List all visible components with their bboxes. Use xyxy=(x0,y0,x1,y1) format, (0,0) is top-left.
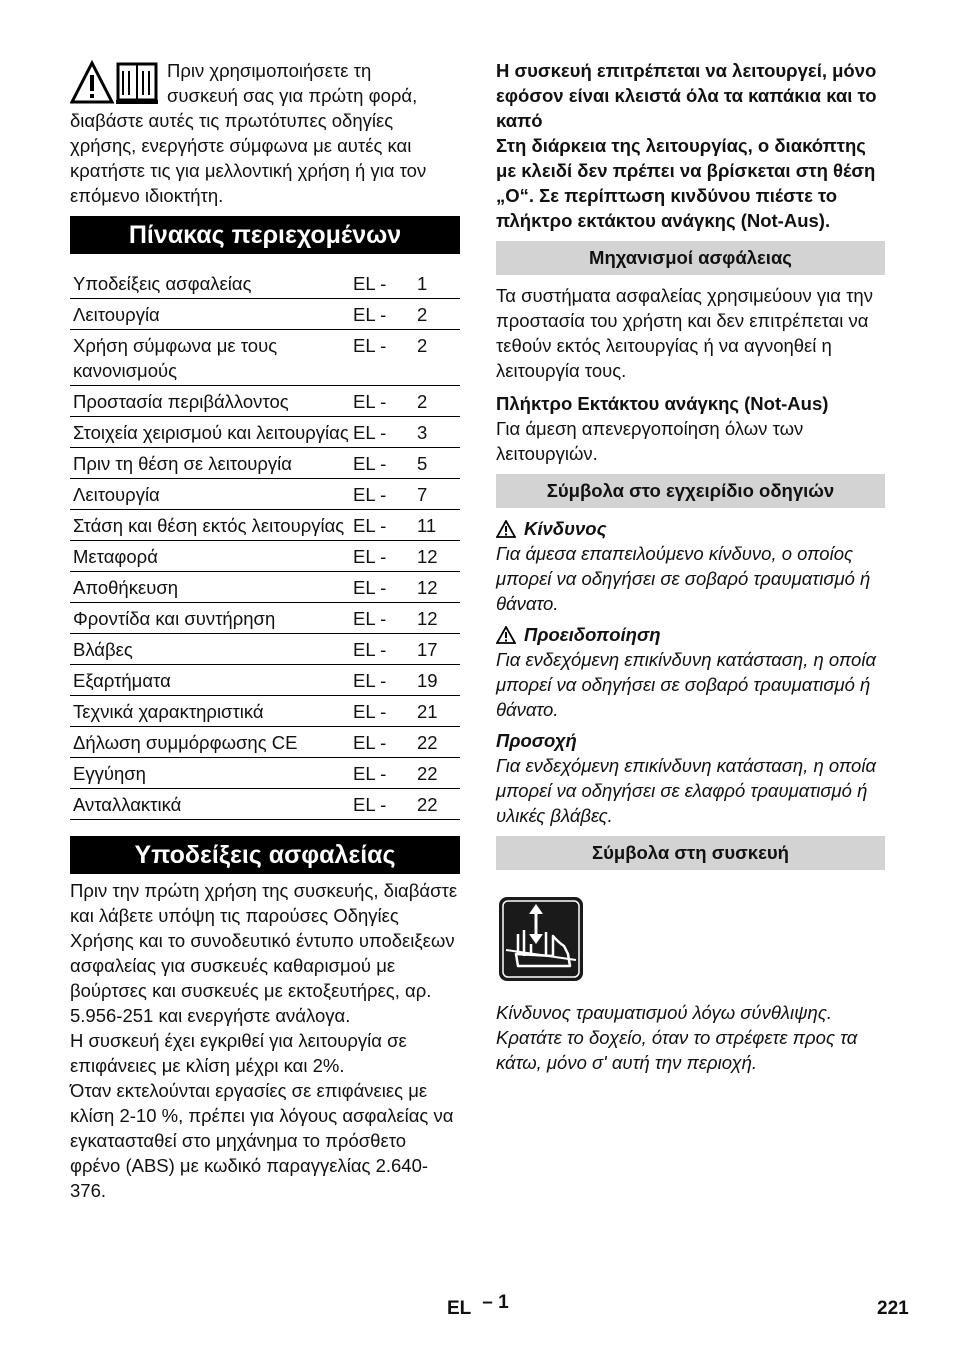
toc-entry-page: 12 xyxy=(417,577,438,598)
manual-symbols-heading: Σύμβολα στο εγχειρίδιο οδηγιών xyxy=(496,474,885,508)
toc-row[interactable] xyxy=(70,330,460,386)
danger-text: Για άμεσα επαπειλούμενο κίνδυνο, ο οποίος μπορεί να οδηγήσει σε σοβαρό τραυματισμό ή θάνατο. xyxy=(496,543,871,614)
toc-row[interactable] xyxy=(70,448,460,479)
toc-entry-label: Ανταλλακτικά xyxy=(73,794,182,815)
toc-row[interactable] xyxy=(70,268,460,299)
toc-row[interactable] xyxy=(70,541,460,572)
toc-entry-page: 22 xyxy=(417,763,438,784)
left-column xyxy=(70,58,460,1203)
toc-entry-label: Χρήση σύμφωνα με τους κανονισμούς xyxy=(73,335,278,381)
toc-entry-code: EL - xyxy=(353,335,387,356)
toc-entry-code: EL - xyxy=(353,484,387,505)
toc-entry-code: EL - xyxy=(353,304,387,325)
toc-row[interactable] xyxy=(70,479,460,510)
emergency-stop-heading: Πλήκτρο Εκτάκτου ανάγκης (Not-Aus) xyxy=(496,393,829,414)
toc-entry-code: EL - xyxy=(353,422,387,443)
toc-entry-page: 1 xyxy=(417,273,428,294)
toc-entry-page: 17 xyxy=(417,639,438,660)
right-column xyxy=(496,58,885,1075)
toc-title: Πίνακας περιεχομένων xyxy=(70,216,460,254)
toc-entry-code: EL - xyxy=(353,794,387,815)
toc-entry-label: Εξαρτήματα xyxy=(73,670,171,691)
emergency-stop-text: Για άμεση απενεργοποίηση όλων των λειτουργιών. xyxy=(496,418,804,464)
toc-row[interactable] xyxy=(70,603,460,634)
toc-row[interactable] xyxy=(70,634,460,665)
toc-row[interactable] xyxy=(70,386,460,417)
toc-entry-code: EL - xyxy=(353,453,387,474)
toc-entry-page: 22 xyxy=(417,732,438,753)
toc-entry-page: 2 xyxy=(417,304,428,325)
warning-manual-icon xyxy=(70,60,160,106)
toc-entry-label: Προστασία περιβάλλοντος xyxy=(73,391,289,412)
toc-row[interactable] xyxy=(70,299,460,330)
lid-notice: Η συσκευή επιτρέπεται να λειτουργεί, μόνο εφόσον είναι κλειστά όλα τα καπάκια και το καπό xyxy=(496,60,877,131)
toc-entry-label: Στοιχεία χειρισμού και λειτουργίας xyxy=(73,422,349,443)
danger-title: Κίνδυνος xyxy=(524,518,607,539)
toc-entry-code: EL - xyxy=(353,577,387,598)
toc-entry-page: 22 xyxy=(417,794,438,815)
toc-entry-code: EL - xyxy=(353,763,387,784)
caution-heading xyxy=(496,728,885,753)
toc-entry-code: EL - xyxy=(353,639,387,660)
device-symbols-heading: Σύμβολα στη συσκευή xyxy=(496,836,885,870)
safety-title: Υποδείξεις ασφαλείας xyxy=(70,836,460,874)
toc-entry-code: EL - xyxy=(353,546,387,567)
toc-entry-page: 3 xyxy=(417,422,428,443)
toc-entry-code: EL - xyxy=(353,515,387,536)
toc-row[interactable] xyxy=(70,696,460,727)
toc-entry-label: Εγγύηση xyxy=(73,763,146,784)
toc-entry-page: 12 xyxy=(417,546,438,567)
toc-row[interactable] xyxy=(70,665,460,696)
intro-text: διαβάστε αυτές τις πρωτότυπες οδηγίες χρήσης, ενεργήστε σύμφωνα με αυτές και κρατήστε τις για μελλοντική χρήση ή για τον επόμενο ιδιοκτήτη. xyxy=(70,110,427,206)
safety-paragraph-3: Όταν εκτελούνται εργασίες σε επιφάνειες με κλίση 2-10 %, πρέπει για λόγους ασφαλείας να εγκατασταθεί στο μηχάνημα το πρόσθετο φρένο (ABS) με κωδικό παραγγελίας 2.640-376. xyxy=(70,1080,454,1201)
toc-row[interactable] xyxy=(70,572,460,603)
toc-entry-code: EL - xyxy=(353,608,387,629)
warning-title: Προειδοποίηση xyxy=(524,624,661,645)
toc-entry-label: Πριν τη θέση σε λειτουργία xyxy=(73,453,292,474)
caution-title: Προσοχή xyxy=(496,730,577,751)
footer-language: EL xyxy=(447,1298,471,1319)
toc-entry-code: EL - xyxy=(353,391,387,412)
intro-line-2: συσκευή σας για πρώτη φορά, xyxy=(167,85,418,106)
toc-entry-page: 2 xyxy=(417,335,428,356)
safety-devices-heading: Μηχανισμοί ασφάλειας xyxy=(496,241,885,275)
toc-entry-label: Τεχνικά χαρακτηριστικά xyxy=(73,701,264,722)
toc-row[interactable] xyxy=(70,510,460,541)
toc-entry-page: 11 xyxy=(417,515,437,536)
danger-heading xyxy=(496,516,885,541)
footer-page-marker: – 1 xyxy=(482,1292,509,1313)
toc-entry-code: EL - xyxy=(353,670,387,691)
toc-entry-page: 5 xyxy=(417,453,428,474)
toc-entry-label: Μεταφορά xyxy=(73,546,158,567)
toc-row[interactable] xyxy=(70,727,460,758)
toc-row[interactable] xyxy=(70,789,460,820)
warning-heading xyxy=(496,622,885,647)
toc-entry-label: Βλάβες xyxy=(73,639,133,660)
safety-paragraph-1: Πριν την πρώτη χρήση της συσκευής, διαβάστε και λάβετε υπόψη τις παρούσες Οδηγίες Χρήσης και το συνοδευτικό έντυπο υποδειξεων ασφαλείας για συσκευές καθαρισμού με βούρτσες και συσκευές με εκτοξευτήρες, αρ. 5.956-251 και ενεργήστε ανάλογα. xyxy=(70,880,458,1026)
footer-section xyxy=(447,1292,509,1321)
toc-entry-label: Λειτουργία xyxy=(73,484,160,505)
crush-hazard-text: Κίνδυνος τραυματισμού λόγω σύνθλιψης. Κρατάτε το δοχείο, όταν το στρέφετε προς τα κάτω, μόνο σ' αυτή την περιοχή. xyxy=(496,1002,858,1073)
toc-entry-label: Αποθήκευση xyxy=(73,577,179,598)
page-number: 221 xyxy=(877,1298,909,1319)
toc-entry-label: Λειτουργία xyxy=(73,304,160,325)
intro-notice xyxy=(70,58,460,208)
toc-entry-code: EL - xyxy=(353,701,387,722)
toc-entry-label: Φροντίδα και συντήρηση xyxy=(73,608,276,629)
toc-row[interactable] xyxy=(70,417,460,448)
toc-entry-label: Υποδείξεις ασφαλείας xyxy=(73,273,252,294)
toc-entry-page: 21 xyxy=(417,701,438,722)
toc-entry-page: 19 xyxy=(417,670,438,691)
toc-entry-code: EL - xyxy=(353,732,387,753)
caution-text: Για ενδεχόμενη επικίνδυνη κατάσταση, η οποία μπορεί να οδηγήσει σε ελαφρό τραυματισμό ή υλικές βλάβες. xyxy=(496,755,876,826)
crush-hazard-hand-icon xyxy=(498,896,584,982)
table-of-contents xyxy=(70,268,460,820)
safety-devices-text: Τα συστήματα ασφαλείας χρησιμεύουν για την προστασία του χρήστη και δεν επιτρέπεται να τεθούν εκτός λειτουργίας ή να αγνοηθεί η λειτουργία τους. xyxy=(496,285,873,381)
toc-entry-label: Στάση και θέση εκτός λειτουργίας xyxy=(73,515,345,536)
toc-entry-page: 12 xyxy=(417,608,438,629)
intro-line-1: Πριν χρησιμοποιήσετε τη xyxy=(167,60,372,81)
toc-entry-label: Δήλωση συμμόρφωσης CE xyxy=(73,732,298,753)
toc-row[interactable] xyxy=(70,758,460,789)
warning-triangle-icon xyxy=(496,520,516,538)
key-switch-notice: Στη διάρκεια της λειτουργίας, ο διακόπτης με κλειδί δεν πρέπει να βρίσκεται στη θέση „O“. Σε περίπτωση κινδύνου πιέστε το πλήκτρο εκτάκτου ανάγκης (Not-Aus). xyxy=(496,135,876,231)
toc-entry-code: EL - xyxy=(353,273,387,294)
toc-entry-page: 7 xyxy=(417,484,428,505)
safety-paragraph-2: Η συσκευή έχει εγκριθεί για λειτουργία σε επιφάνειες με κλίση μέχρι και 2%. xyxy=(70,1030,407,1076)
warning-triangle-icon xyxy=(496,626,516,644)
warning-text: Για ενδεχόμενη επικίνδυνη κατάσταση, η οποία μπορεί να οδηγήσει σε σοβαρό τραυματισμό ή θάνατο. xyxy=(496,649,876,720)
toc-entry-page: 2 xyxy=(417,391,428,412)
